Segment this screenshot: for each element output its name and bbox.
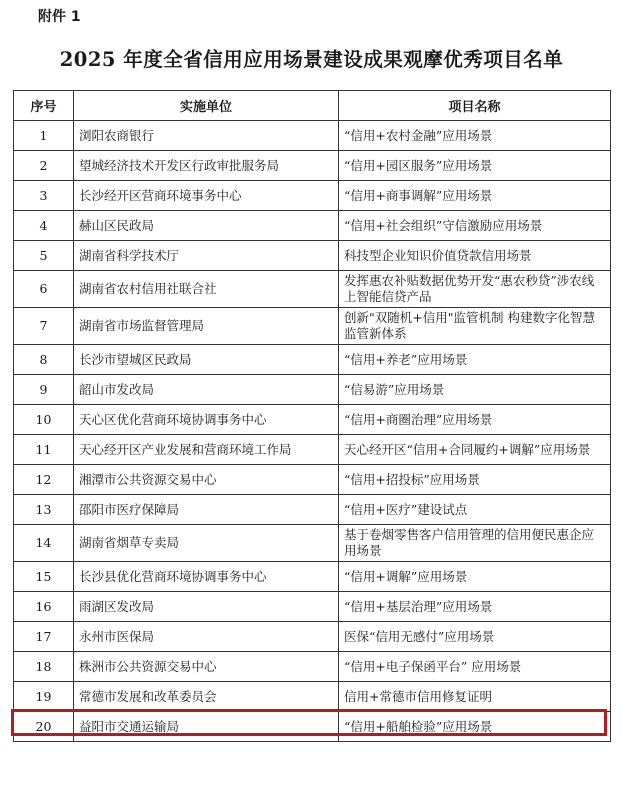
row-project: “信用+商事调解”应用场景 [339,181,611,211]
row-unit: 常德市发展和改革委员会 [74,682,339,712]
row-unit: 赫山区民政局 [74,211,339,241]
row-project: 天心经开区“信用+合同履约+调解”应用场景 [339,435,611,465]
row-project: 发挥惠农补贴数据优势开发“惠农秒贷”涉农线上智能信贷产品 [339,271,611,308]
row-unit: 长沙县优化营商环境协调事务中心 [74,562,339,592]
row-project: “信易游”应用场景 [339,375,611,405]
header-number: 序号 [14,91,74,121]
row-number: 16 [14,592,74,622]
attachment-label: 附件 1 [38,9,81,25]
row-unit: 长沙经开区营商环境事务中心 [74,181,339,211]
row-number: 19 [14,682,74,712]
project-table [13,90,611,742]
table-row [14,345,611,375]
row-number: 7 [14,308,74,345]
table-row [14,652,611,682]
header-project: 项目名称 [339,91,611,121]
row-project: “信用+园区服务”应用场景 [339,151,611,181]
row-number: 10 [14,405,74,435]
table-row [14,375,611,405]
row-unit: 邵阳市医疗保障局 [74,495,339,525]
table-row [14,465,611,495]
row-unit: 望城经济技术开发区行政审批服务局 [74,151,339,181]
table-row [14,592,611,622]
row-project: “信用+基层治理”应用场景 [339,592,611,622]
header-unit: 实施单位 [74,91,339,121]
table-row [14,181,611,211]
row-unit: 湖南省科学技术厅 [74,241,339,271]
row-number: 15 [14,562,74,592]
row-number: 9 [14,375,74,405]
row-project: “信用+社会组织”守信激励应用场景 [339,211,611,241]
row-project: 创新"双随机+信用"监管机制 构建数字化智慧监管新体系 [339,308,611,345]
table-row [14,151,611,181]
table-row [14,562,611,592]
row-project: “信用+医疗”建设试点 [339,495,611,525]
row-project: “信用+农村金融”应用场景 [339,121,611,151]
table-row [14,525,611,562]
row-number: 14 [14,525,74,562]
row-project: “信用+养老”应用场景 [339,345,611,375]
row-unit: 天心区优化营商环境协调事务中心 [74,405,339,435]
row-project: 信用+常德市信用修复证明 [339,682,611,712]
row-number: 20 [14,712,74,742]
row-number: 2 [14,151,74,181]
row-number: 8 [14,345,74,375]
page-title: 2025 年度全省信用应用场景建设成果观摩优秀项目名单 [59,48,564,71]
table-row [14,495,611,525]
row-project: “信用+招投标”应用场景 [339,465,611,495]
row-number: 6 [14,271,74,308]
table-row [14,405,611,435]
table-row [14,211,611,241]
row-number: 18 [14,652,74,682]
table-row [14,682,611,712]
table-row [14,435,611,465]
row-unit: 永州市医保局 [74,622,339,652]
row-project: “信用+调解”应用场景 [339,562,611,592]
row-unit: 益阳市交通运输局 [74,712,339,742]
table-header-row [14,91,611,121]
row-unit: 长沙市望城区民政局 [74,345,339,375]
table-row [14,271,611,308]
row-number: 17 [14,622,74,652]
row-number: 11 [14,435,74,465]
row-unit: 雨湖区发改局 [74,592,339,622]
row-number: 1 [14,121,74,151]
row-unit: 天心经开区产业发展和营商环境工作局 [74,435,339,465]
row-number: 3 [14,181,74,211]
row-unit: 韶山市发改局 [74,375,339,405]
row-unit: 湘潭市公共资源交易中心 [74,465,339,495]
row-project: 科技型企业知识价值贷款信用场景 [339,241,611,271]
table-row [14,712,611,742]
table-row [14,308,611,345]
row-unit: 浏阳农商银行 [74,121,339,151]
row-project: 基于卷烟零售客户信用管理的信用便民惠企应用场景 [339,525,611,562]
row-number: 5 [14,241,74,271]
row-number: 12 [14,465,74,495]
row-project: “信用+船舶检验”应用场景 [339,712,611,742]
table-row [14,622,611,652]
row-project: “信用+商圈治理”应用场景 [339,405,611,435]
row-unit: 株洲市公共资源交易中心 [74,652,339,682]
table-row [14,241,611,271]
row-number: 13 [14,495,74,525]
row-unit: 湖南省市场监督管理局 [74,308,339,345]
row-unit: 湖南省农村信用社联合社 [74,271,339,308]
row-project: 医保“信用无感付”应用场景 [339,622,611,652]
row-project: “信用+电子保函平台” 应用场景 [339,652,611,682]
row-unit: 湖南省烟草专卖局 [74,525,339,562]
table-row [14,121,611,151]
row-number: 4 [14,211,74,241]
